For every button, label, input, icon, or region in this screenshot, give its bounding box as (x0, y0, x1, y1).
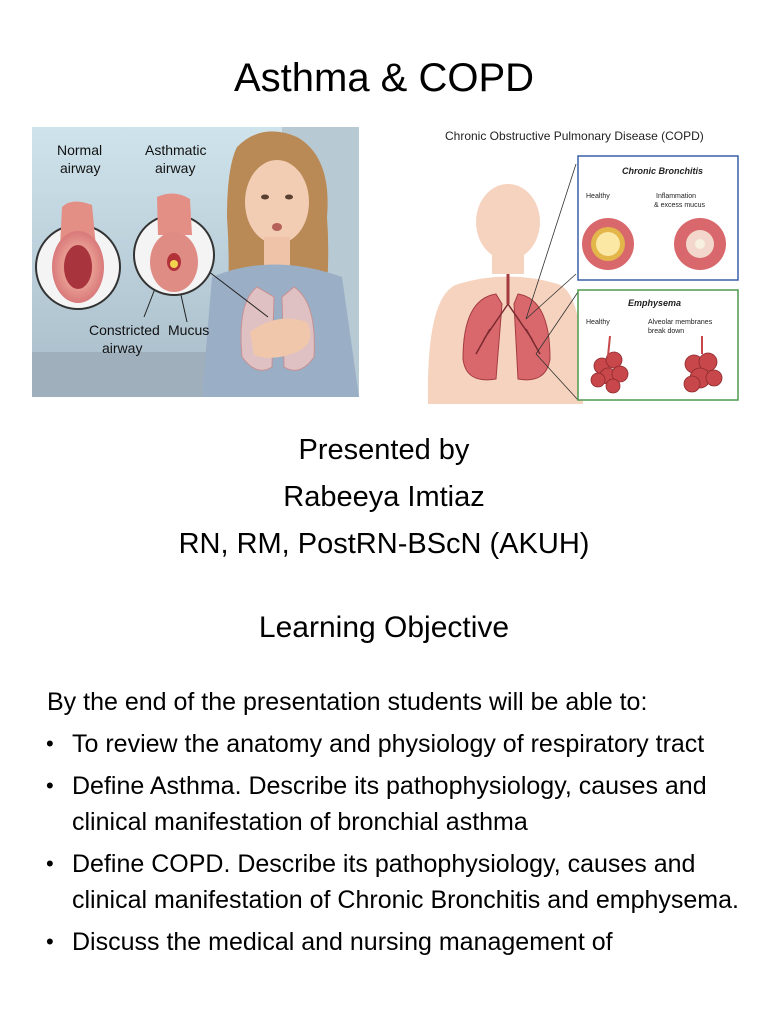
bronchitis-inflamed-2: & excess mucus (654, 202, 705, 209)
bronchitis-heading: Chronic Bronchitis (622, 166, 704, 176)
bronchitis-healthy: Healthy (586, 193, 610, 200)
presenter-credentials: RN, RM, PostRN-BScN (AKUH) (178, 528, 590, 560)
copd-illustration (418, 124, 740, 404)
bullet-icon: • (46, 773, 54, 798)
list-item: • Define COPD. Describe its pathophysiology, causes and clinical manifestation of Chronic Bronchitis and emphysema. (44, 846, 744, 918)
list-item: • To review the anatomy and physiology of respiratory tract (44, 726, 744, 762)
objectives-list (44, 726, 744, 966)
emphysema-healthy: Healthy (586, 319, 610, 326)
asthma-illustration (32, 127, 359, 397)
constricted-label-2: airway (102, 340, 143, 356)
list-item: • Discuss the medical and nursing management of (44, 924, 744, 960)
normal-label-1: Normal (57, 142, 103, 158)
slide-title: Asthma & COPD (233, 56, 535, 100)
bullet-icon: • (46, 929, 54, 954)
objectives-heading: Learning Objective (258, 611, 510, 644)
presenter-name: Rabeeya Imtiaz (283, 481, 485, 513)
copd-title: Chronic Obstructive Pulmonary Disease (COPD) (445, 129, 704, 143)
list-item: • Define Asthma. Describe its pathophysiology, causes and clinical manifestation of bronchial asthma (44, 768, 744, 840)
normal-label-2: airway (60, 160, 101, 176)
emphysema-damaged-1: Alveolar membranes (648, 319, 713, 326)
mucus-label: Mucus (168, 322, 210, 338)
presenter-line-1: Presented by (298, 434, 470, 466)
bronchitis-inflamed-1: Inflammation (656, 193, 697, 200)
objectives-intro: By the end of the presentation students will be able to: (47, 688, 648, 716)
emphysema-damaged-2: break down (648, 328, 685, 335)
asthmatic-label-1: Asthmatic (145, 142, 207, 158)
constricted-label-1: Constricted (89, 322, 160, 338)
asthmatic-label-2: airway (155, 160, 196, 176)
presenter-block (0, 428, 768, 569)
bullet-icon: • (46, 851, 54, 876)
bullet-icon: • (46, 731, 54, 756)
emphysema-heading: Emphysema (628, 298, 682, 308)
